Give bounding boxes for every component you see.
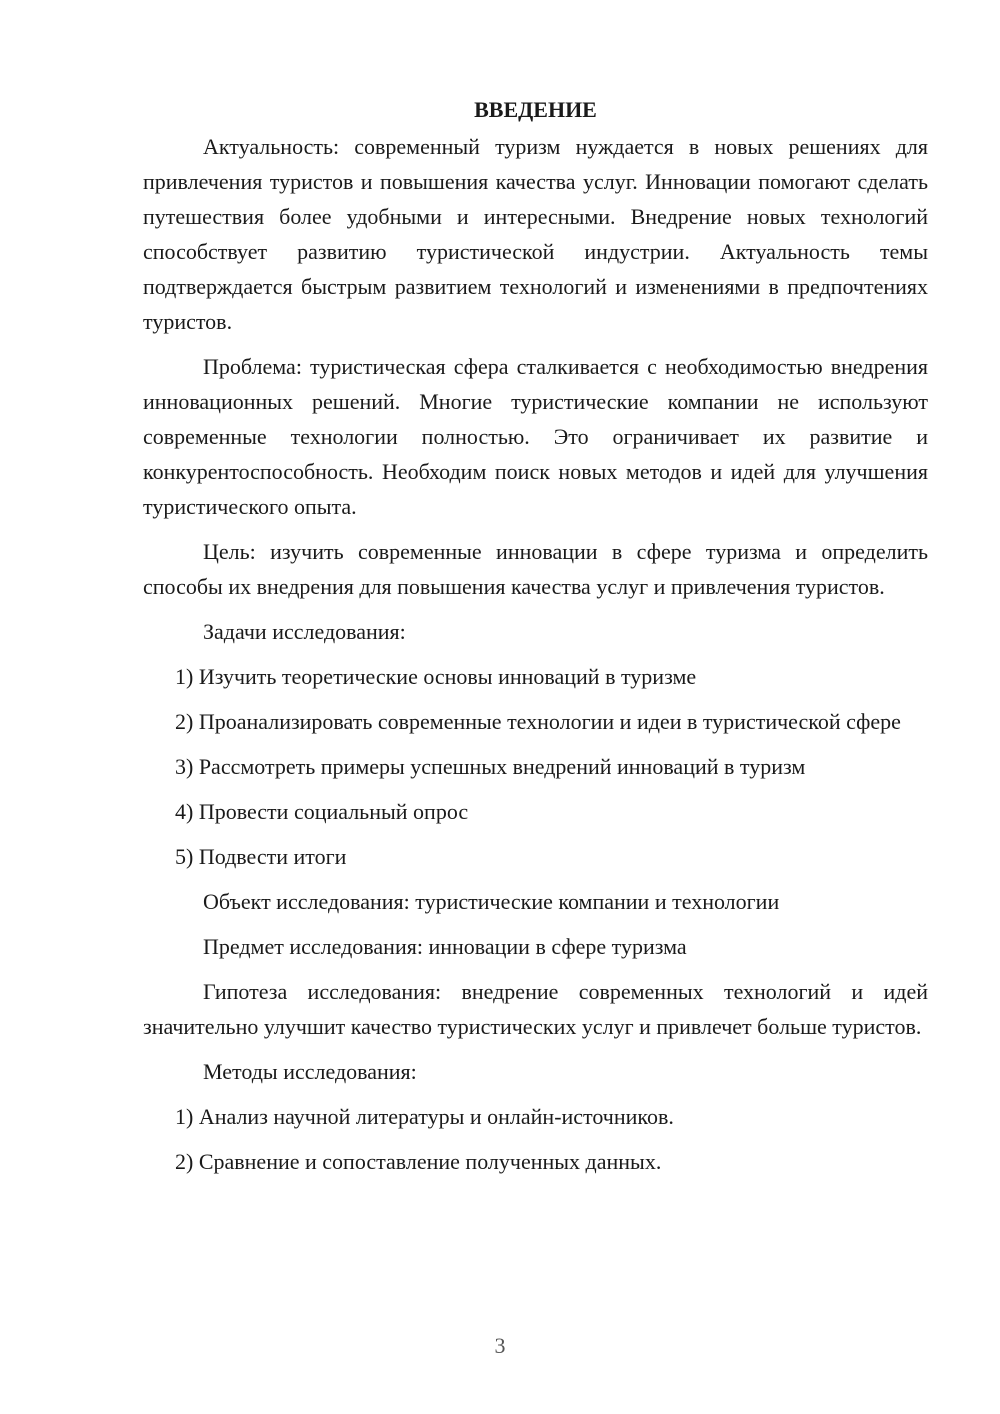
task-item: 4) Провести социальный опрос: [175, 799, 469, 824]
page-number: 3: [494, 1333, 506, 1358]
problem-paragraph: Проблема: туристическая сфера сталкивается с необходимостью внедрения инновационных решений. Многие туристические компании не используют современные технологии полностью. Это ограничивает их развитие и конкурентоспособность. Необходим поиск новых методов и идей для улучшения туристического опыта.: [143, 354, 928, 519]
task-item: 1) Изучить теоретические основы инноваций в туризме: [175, 664, 697, 689]
task-item: 5) Подвести итоги: [175, 844, 347, 869]
hypothesis-paragraph: Гипотеза исследования: внедрение современных технологий и идей значительно улучшит качество туристических услуг и привлечет больше туристов.: [143, 979, 928, 1039]
methods-heading: Методы исследования:: [203, 1059, 417, 1084]
relevance-paragraph: Актуальность: современный туризм нуждается в новых решениях для привлечения туристов и повышения качества услуг. Инновации помогают сделать путешествия более удобными и интересными. Внедрение новых технологий способствует развитию туристической индустрии. Актуальность темы подтверждается быстрым развитием технологий и изменениями в предпочтениях туристов.: [143, 134, 928, 334]
task-item: 2) Проанализировать современные технологии и идеи в туристической сфере: [175, 709, 901, 734]
goal-paragraph: Цель: изучить современные инновации в сфере туризма и определить способы их внедрения для повышения качества услуг и привлечения туристов.: [143, 539, 928, 599]
tasks-heading: Задачи исследования:: [203, 619, 406, 644]
document-page: [143, 92, 928, 1189]
method-item: 1) Анализ научной литературы и онлайн-источников.: [175, 1104, 674, 1129]
object-line: Объект исследования: туристические компании и технологии: [203, 889, 780, 914]
subject-line: Предмет исследования: инновации в сфере туризма: [203, 934, 687, 959]
document-title: ВВЕДЕНИЕ: [474, 97, 597, 122]
method-item: 2) Сравнение и сопоставление полученных данных.: [175, 1149, 662, 1174]
task-item: 3) Рассмотреть примеры успешных внедрений инноваций в туризм: [175, 754, 806, 779]
